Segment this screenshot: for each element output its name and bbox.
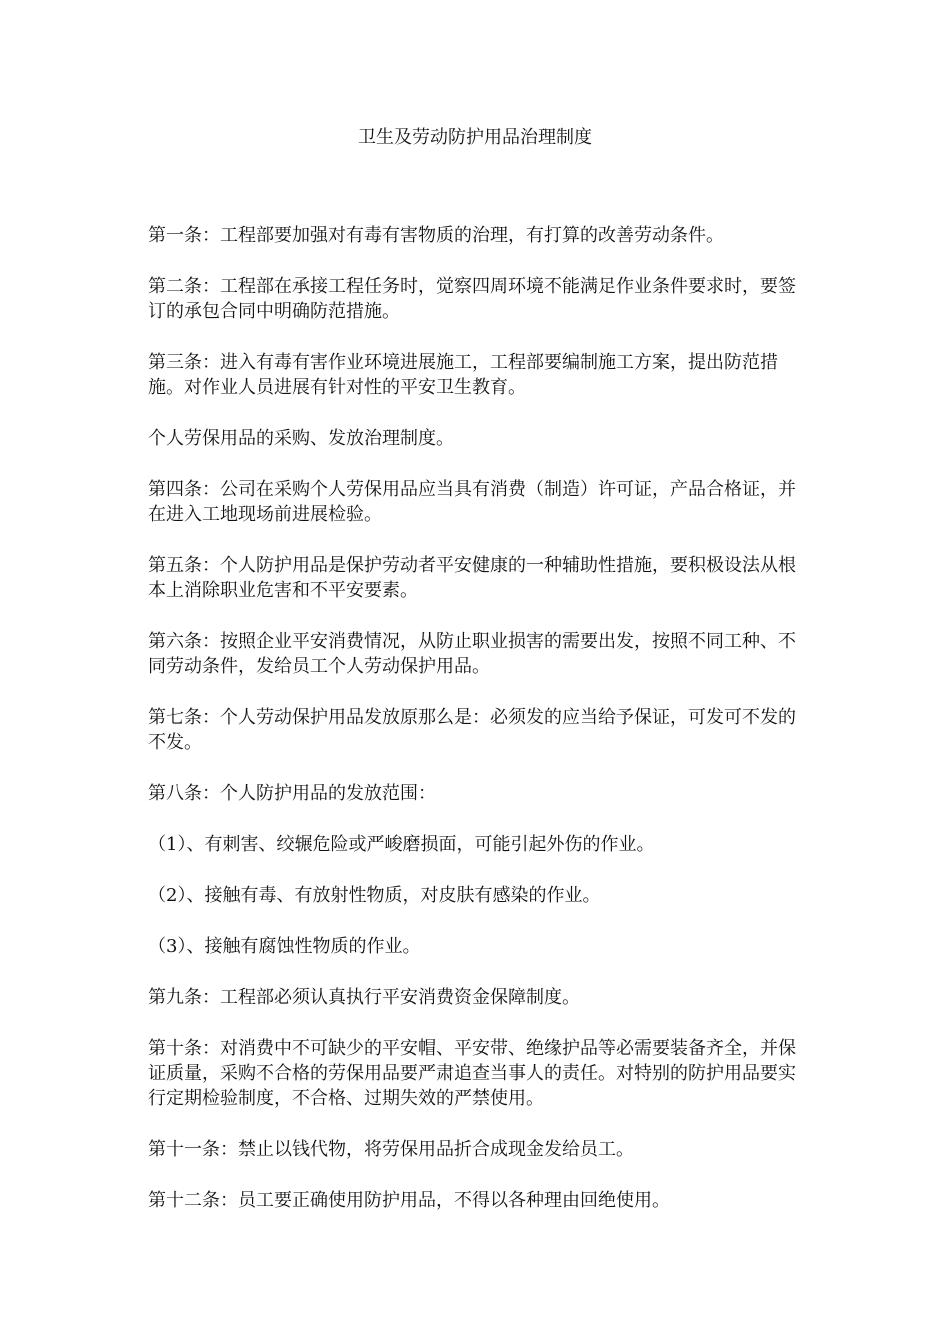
document-body xyxy=(148,223,808,1239)
paragraph-article-4: 第四条：公司在采购个人劳保用品应当具有消费（制造）许可证，产品合格证，并在进入工地现场前进展检验。 xyxy=(148,479,796,525)
paragraph-article-3: 第三条：进入有毒有害作业环境进展施工，工程部要编制施工方案，提出防范措施。对作业人员进展有针对性的平安卫生教育。 xyxy=(148,352,778,398)
list-item-3: （3）、接触有腐蚀性物质的作业。 xyxy=(148,936,421,957)
paragraph-article-1: 第一条：工程部要加强对有毒有害物质的治理，有打算的改善劳动条件。 xyxy=(148,225,724,246)
section-heading-ppe: 个人劳保用品的采购、发放治理制度。 xyxy=(148,428,454,449)
paragraph-article-8: 第八条：个人防护用品的发放范围： xyxy=(148,783,436,804)
document-title: 卫生及劳动防护用品治理制度 xyxy=(358,127,592,148)
paragraph-article-7: 第七条：个人劳动保护用品发放原那么是：必须发的应当给予保证，可发可不发的不发。 xyxy=(148,707,796,753)
paragraph-article-11: 第十一条：禁止以钱代物，将劳保用品折合成现金发给员工。 xyxy=(148,1139,634,1160)
paragraph-article-9: 第九条：工程部必须认真执行平安消费资金保障制度。 xyxy=(148,987,580,1008)
paragraph-article-5: 第五条：个人防护用品是保护劳动者平安健康的一种辅助性措施，要积极设法从根本上消除职业危害和不平安要素。 xyxy=(148,555,796,601)
list-item-1: （1）、有刺害、绞辗危险或严峻磨损面，可能引起外伤的作业。 xyxy=(148,834,655,855)
paragraph-article-12: 第十二条：员工要正确使用防护用品，不得以各种理由回绝使用。 xyxy=(148,1190,670,1211)
list-item-2: （2）、接触有毒、有放射性物质，对皮肤有感染的作业。 xyxy=(148,885,601,906)
paragraph-article-6: 第六条：按照企业平安消费情况，从防止职业损害的需要出发，按照不同工种、不同劳动条件，发给员工个人劳动保护用品。 xyxy=(148,631,796,677)
paragraph-article-10: 第十条：对消费中不可缺少的平安帽、平安带、绝缘护品等必需要装备齐全，并保证质量，采购不合格的劳保用品要严肃追查当事人的责任。对特别的防护用品要实行定期检验制度，不合格、过期失效的严禁使用。 xyxy=(148,1038,796,1109)
paragraph-article-2: 第二条：工程部在承接工程任务时，觉察四周环境不能满足作业条件要求时，要签订的承包合同中明确防范措施。 xyxy=(148,276,796,322)
